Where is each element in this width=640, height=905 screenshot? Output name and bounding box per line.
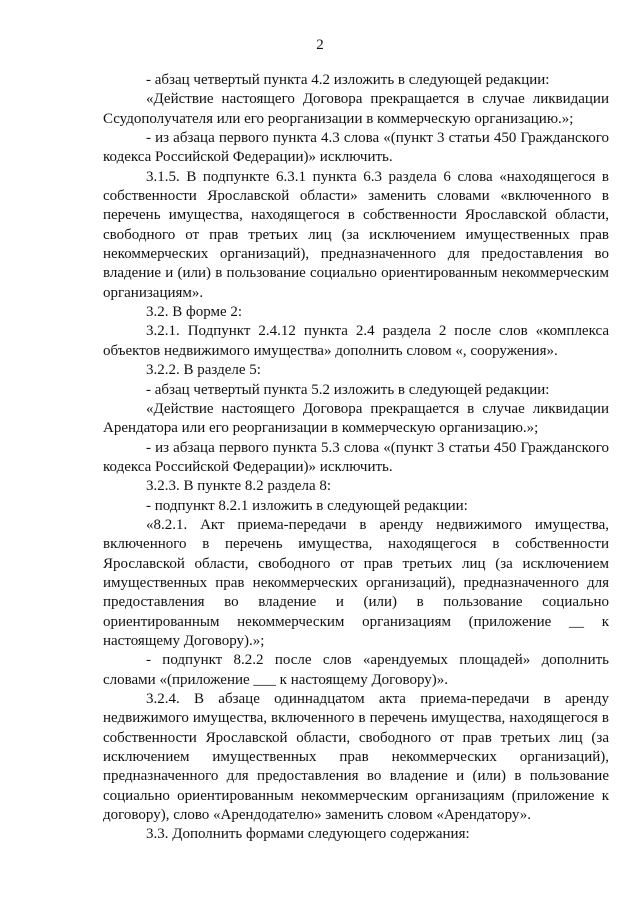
document-body — [103, 71, 609, 845]
page-number: 2 — [316, 37, 324, 53]
paragraph: - подпункт 8.2.2 после слов «арендуемых площадей» дополнить словами «(приложение ___ к настоящему Договору)». — [103, 652, 609, 688]
paragraph: «Действие настоящего Договора прекращается в случае ликвидации Ссудополучателя или его реорганизации в коммерческую организацию.»; — [103, 91, 609, 127]
paragraph: 3.2. В форме 2: — [146, 304, 243, 321]
paragraph: - из абзаца первого пункта 4.3 слова «(пункт 3 статьи 450 Гражданского кодекса Российской Федерации)» исключить. — [103, 130, 609, 166]
paragraph: 3.2.3. В пункте 8.2 раздела 8: — [146, 478, 332, 495]
paragraph: 3.2.4. В абзаце одиннадцатом акта приема-передачи в аренду недвижимого имущества, включенного в перечень имущества, находящегося в собственности Ярославской области, свободного от прав третьих лиц (за исключением имущественных прав некоммерческих организаций), предназначенного для предоставления во владение и (или) в пользование социально ориентированным некоммерческим организациям (приложение к договору), слово «Арендодателю» заменить словом «Арендатору». — [103, 691, 609, 824]
paragraph: 3.2.1. Подпункт 2.4.12 пункта 2.4 раздела 2 после слов «комплекса объектов недвижимого имущества» дополнить словом «, сооружения». — [103, 323, 609, 359]
paragraph: - подпункт 8.2.1 изложить в следующей редакции: — [146, 497, 468, 514]
paragraph: - абзац четвертый пункта 4.2 изложить в следующей редакции: — [146, 72, 550, 88]
paragraph: «Действие настоящего Договора прекращается в случае ликвидации Арендатора или его реорганизации в коммерческую организацию.»; — [103, 400, 609, 437]
paragraph: - из абзаца первого пункта 5.3 слова «(пункт 3 статьи 450 Гражданского кодекса Российской Федерации)» исключить. — [103, 439, 609, 475]
paragraph: «8.2.1. Акт приема-передачи в аренду недвижимого имущества, включенного в перечень имущества, находящегося в собственности Ярославской области, свободного от прав третьих лиц (за исключением имущественных прав некоммерческих организаций), предназначенного для предоставления во владение и (или) в пользование социально ориентированным некоммерческим организациям (приложение __ к настоящему Договору).»; — [103, 516, 609, 649]
paragraph: 3.2.2. В разделе 5: — [146, 362, 261, 379]
paragraph: - абзац четвертый пункта 5.2 изложить в следующей редакции: — [146, 381, 550, 398]
paragraph: 3.3. Дополнить формами следующего содержания: — [146, 826, 470, 843]
paragraph: 3.1.5. В подпункте 6.3.1 пункта 6.3 раздела 6 слова «находящегося в собственности Ярославской области» заменить словами «включенного в перечень имущества, находящегося в собственности Ярославской области, свободного от прав третьих лиц (за исключением имущественных прав некоммерческих организаций), предназначенного для предоставления во владение и (или) в пользование социально ориентированным некоммерческим организациям». — [103, 168, 609, 301]
